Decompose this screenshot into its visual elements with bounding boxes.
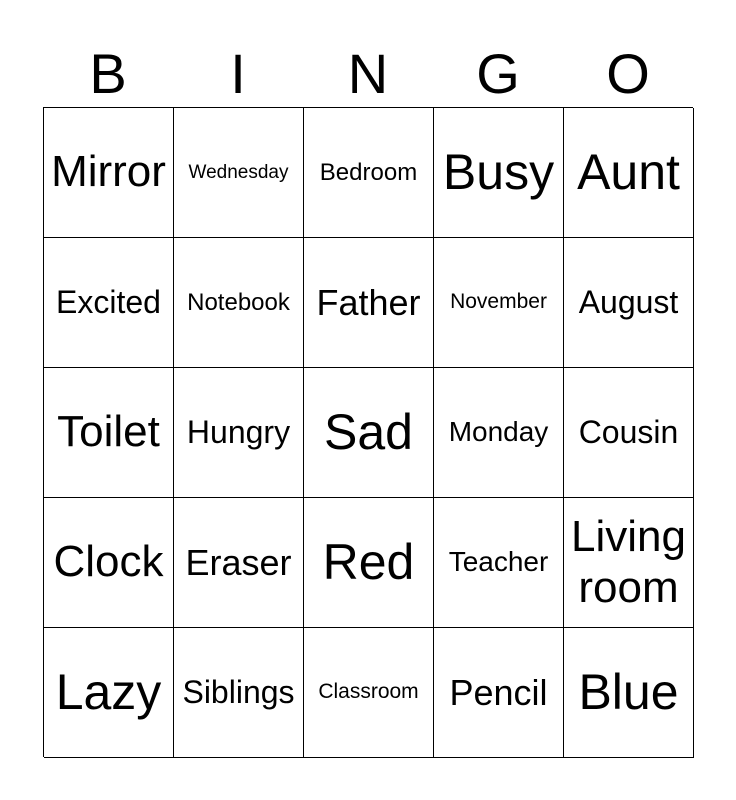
bingo-cell-r4c4[interactable]: Teacher	[434, 498, 564, 628]
bingo-header	[43, 40, 693, 108]
bingo-cell-r4c2[interactable]: Eraser	[174, 498, 304, 628]
bingo-cell-r3c3[interactable]: Sad	[304, 368, 434, 498]
bingo-grid	[43, 107, 693, 757]
bingo-cell-r1c2[interactable]: Wednesday	[174, 108, 304, 238]
bingo-cell-r5c3[interactable]: Classroom	[304, 628, 434, 758]
bingo-cell-r2c3[interactable]: Father	[304, 238, 434, 368]
header-letter-g: G	[476, 42, 520, 105]
bingo-cell-r5c1[interactable]: Lazy	[44, 628, 174, 758]
bingo-cell-r3c1[interactable]: Toilet	[44, 368, 174, 498]
header-letter-n: N	[347, 42, 389, 105]
bingo-cell-r4c3[interactable]: Red	[304, 498, 434, 628]
bingo-cell-r1c1[interactable]: Mirror	[44, 108, 174, 238]
bingo-cell-r1c5[interactable]: Aunt	[564, 108, 694, 238]
bingo-cell-r5c4[interactable]: Pencil	[434, 628, 564, 758]
bingo-cell-r3c5[interactable]: Cousin	[564, 368, 694, 498]
bingo-cell-r4c5[interactable]: Living room	[564, 498, 694, 628]
header-letter-i: I	[230, 42, 246, 105]
bingo-cell-r5c5[interactable]: Blue	[564, 628, 694, 758]
bingo-cell-r3c2[interactable]: Hungry	[174, 368, 304, 498]
bingo-cell-r2c2[interactable]: Notebook	[174, 238, 304, 368]
bingo-cell-r3c4[interactable]: Monday	[434, 368, 564, 498]
header-letter-b: B	[89, 42, 127, 105]
bingo-cell-r5c2[interactable]: Siblings	[174, 628, 304, 758]
header-letter-o: O	[606, 42, 650, 105]
bingo-cell-r1c4[interactable]: Busy	[434, 108, 564, 238]
bingo-cell-r2c4[interactable]: November	[434, 238, 564, 368]
bingo-cell-r4c1[interactable]: Clock	[44, 498, 174, 628]
bingo-cell-r2c1[interactable]: Excited	[44, 238, 174, 368]
bingo-cell-r1c3[interactable]: Bedroom	[304, 108, 434, 238]
bingo-cell-r2c5[interactable]: August	[564, 238, 694, 368]
